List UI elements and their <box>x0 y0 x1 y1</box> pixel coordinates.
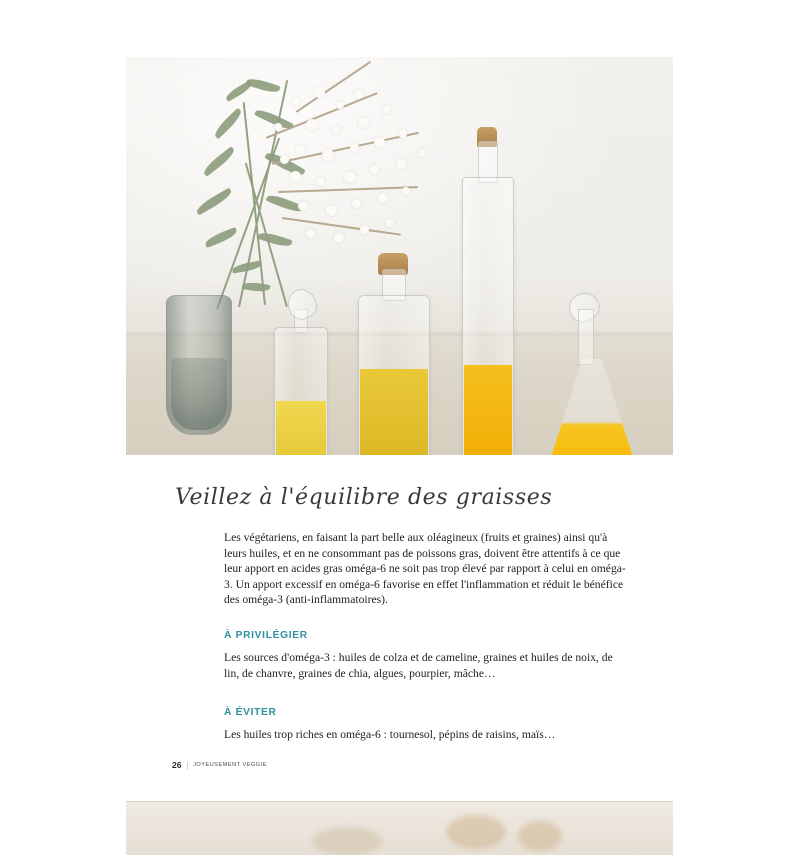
oil-level <box>464 365 512 455</box>
photo-background <box>126 57 673 455</box>
preview-blob <box>518 821 562 851</box>
oil-level <box>276 401 326 455</box>
oil-level <box>360 369 428 455</box>
article-body <box>224 530 628 743</box>
oil-bottle-tall <box>462 177 514 455</box>
page-number: 26 <box>172 760 182 770</box>
footer-separator: | <box>186 760 189 770</box>
flask-neck <box>578 309 594 365</box>
preview-divider <box>126 801 673 802</box>
section-headline: Veillez à l'équilibre des graisses <box>175 485 553 510</box>
subheading-eviter: À ÉVITER <box>224 707 277 719</box>
preview-blob <box>446 815 506 849</box>
eviter-paragraph: Les huiles trop riches en oméga-6 : tournesol, pépins de raisins, maïs… <box>224 728 556 742</box>
page-footer <box>172 760 267 770</box>
glass-vase <box>166 295 232 435</box>
privilegier-paragraph: Les sources d'oméga-3 : huiles de colza et de cameline, graines et huiles de noix, de lin, de chanvre, graines de chia, algues, pourpier, mâche… <box>224 650 613 680</box>
next-page-preview <box>126 801 673 855</box>
oil-bottle-medium <box>358 295 430 455</box>
subheading-privilegier: À PRIVILÉGIER <box>224 629 308 641</box>
book-title: JOYEUSEMENT VEGGIE <box>193 762 267 768</box>
intro-paragraph: Les végétariens, en faisant la part belle aux oléagineux (fruits et graines) ainsi qu'à leurs huiles, et en ne consommant pas de poissons gras, doivent être attentifs à ce que leur apport en acides gras oméga-6 ne soit pas trop élevé par rapport à celui en oméga-3. Un apport excessif en oméga-6 favorise en effet l'inflammation et réduit le bénéfice des oméga-3 (anti-inflammatoires). <box>224 531 626 607</box>
hero-photo <box>126 57 673 455</box>
preview-blob <box>312 827 382 855</box>
oil-bottle-small <box>274 327 328 455</box>
vase-water <box>171 358 227 430</box>
